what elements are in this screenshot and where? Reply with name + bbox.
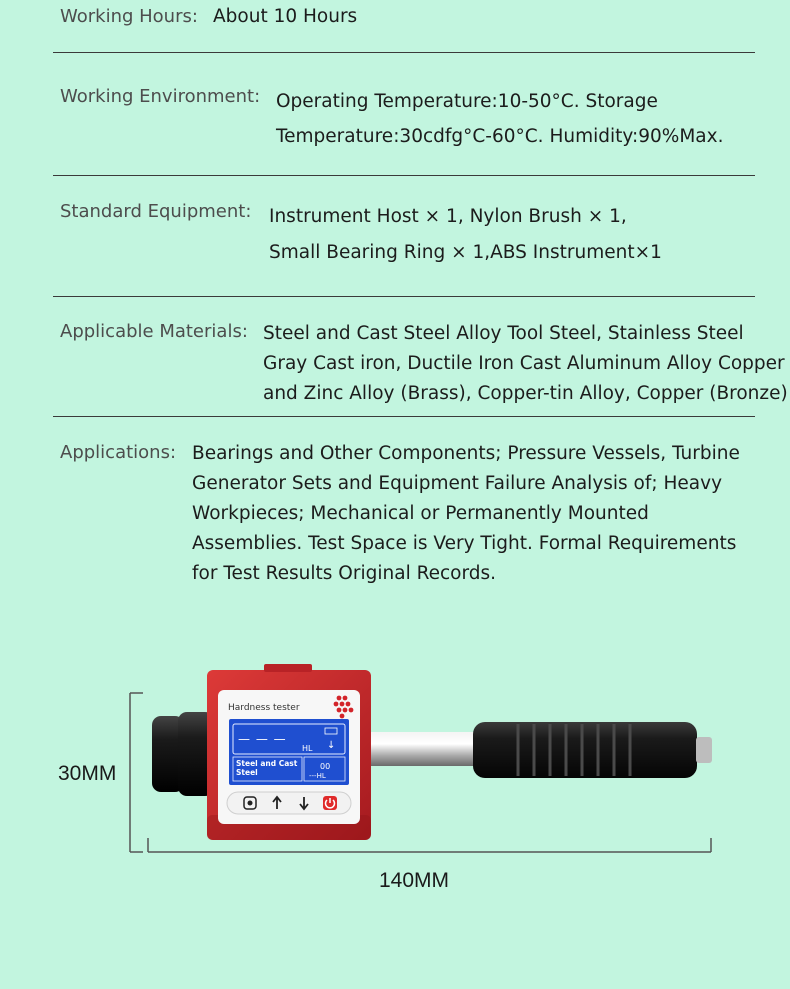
divider	[53, 175, 755, 176]
button-pad	[227, 792, 351, 814]
unit-top: HL	[302, 744, 313, 753]
spec-value	[269, 199, 662, 271]
spec-value	[276, 84, 723, 154]
spec-value-line: Bearings and Other Components; Pressure Vessels, Turbine	[192, 443, 740, 464]
spec-value-line: About 10 Hours	[213, 6, 358, 27]
length-dimension-line	[148, 838, 711, 852]
spec-value-line: Workpieces; Mechanical or Permanently Mounted	[192, 503, 649, 524]
spec-value-line: Temperature:30cdfg°C-60°C. Humidity:90%Max.	[276, 126, 724, 147]
spec-value	[263, 319, 788, 409]
spec-label: Applicable Materials:	[60, 321, 248, 342]
probe-end-cap	[152, 712, 214, 796]
spec-value-line: Gray Cast iron, Ductile Iron Cast Aluminum Alloy Copper	[263, 353, 785, 374]
spec-label: Working Hours:	[60, 6, 198, 27]
reading-dashes: — — —	[238, 732, 287, 746]
spec-label: Working Environment:	[60, 86, 261, 107]
height-label: 30MM	[58, 762, 117, 785]
spec-value	[192, 439, 740, 589]
unit-bottom: ---HL	[309, 772, 326, 780]
material-line2: Steel	[236, 768, 258, 777]
height-dimension-line	[130, 693, 143, 852]
spec-value-line: and Zinc Alloy (Brass), Copper-tin Alloy, Copper (Bronze)	[263, 383, 788, 404]
spec-value-line: Small Bearing Ring × 1,ABS Instrument×1	[269, 242, 662, 263]
material-line1: Steel and Cast	[236, 759, 298, 768]
probe-rod	[360, 732, 490, 766]
impact-count: 00	[320, 762, 331, 771]
lcd-screen	[229, 719, 349, 785]
down-arrow-icon: ↓	[327, 740, 336, 751]
brand-label: Hardness tester	[228, 703, 300, 713]
spec-value-line: for Test Results Original Records.	[192, 563, 497, 584]
spec-value-line: Steel and Cast Steel Alloy Tool Steel, Stainless Steel	[263, 323, 744, 344]
spec-label: Applications:	[60, 442, 177, 463]
settings-icon	[248, 801, 253, 806]
power-button[interactable]	[323, 796, 337, 810]
spec-value-line: Generator Sets and Equipment Failure Analysis of; Heavy	[192, 473, 723, 494]
spec-value-line: Assemblies. Test Space is Very Tight. Formal Requirements	[192, 533, 737, 554]
probe-handle	[473, 722, 712, 778]
divider	[53, 296, 755, 297]
spec-value	[213, 2, 357, 32]
divider	[53, 416, 755, 417]
spec-value-line: Operating Temperature:10-50°C. Storage	[276, 91, 658, 112]
spec-value-line: Instrument Host × 1, Nylon Brush × 1,	[269, 206, 627, 227]
spec-label: Standard Equipment:	[60, 201, 252, 222]
divider	[53, 52, 755, 53]
length-label: 140MM	[379, 869, 450, 892]
